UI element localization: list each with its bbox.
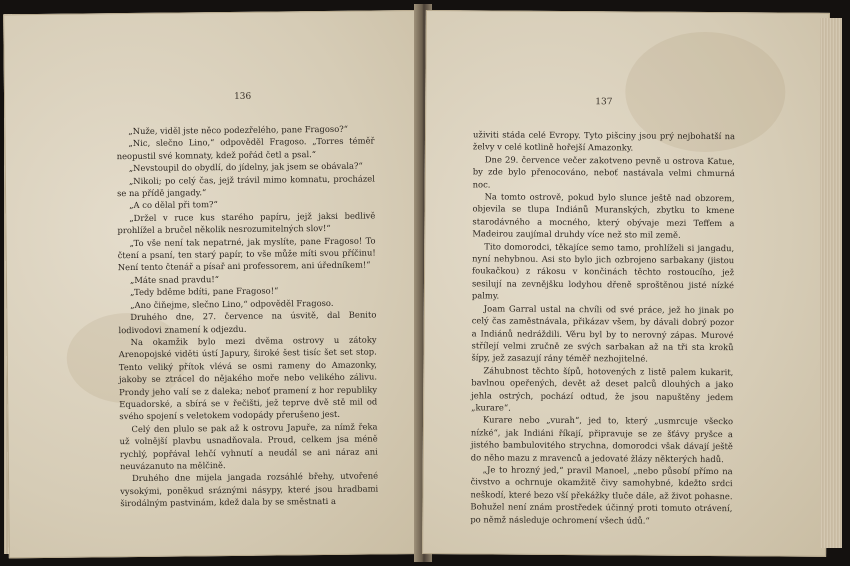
paragraph: Tito domorodci, těkajíce semo tamo, prohlíželi si jangadu, nyní nehybnou. Asi sto bylo jich ozbrojeno sarbakany (jistou foukačkou) z rákosu v končinách těchto rostoucího, jež sesilují na zevnějšku lodyhou dřeně sproštěnou jisté nízké palmy. (471, 241, 735, 301)
paragraph: „Nikoli; po celý čas, jejž trávil mimo komnatu, procházel se na přídě jangady.“ (117, 173, 375, 199)
paragraph: „Nevstoupil do obydlí, do jídelny, jak jsem se obávala?“ (128, 160, 363, 174)
paragraph: uživiti stáda celé Evropy. Tyto pišciny jsou prý nejbohatší na želvy v celé kotlině hořejší Amazonky. (472, 129, 736, 153)
paragraph: Záhubnost těchto šípů, hotovených z listě palem kukarit, bavlnou opeřených, devět až deset palců dlouhých a jako jehla ostrých, pochází odtud, že jsou napuštěny jedem „kurare“. (471, 365, 734, 413)
paragraph: „Máte snad pravdu!“ (129, 273, 220, 285)
right-page-number: 137 (595, 97, 613, 108)
right-page-text (470, 128, 735, 527)
paragraph: „Držel v ruce kus starého papíru, jejž jaksi bedlivě prohlížel a bručel několik nesrozumitelných slov!“ (117, 210, 376, 236)
paragraph: Na okamžik bylo mezi dvěma ostrovy u zátoky Arenopojské viděti ústí Japury, široké šest tisíc šet set stop. Tento veliký přítok vlévá se osmi rameny do Amazonky, jakoby se ztrácel do nějakého moře nebo velikého zálivu. Prondy jeho valí se z daleka; neboť pramení z hor republiky Equadorské, a sbírá se v řečišti, jež teprve dvě stě mil od svého spojení s veletokem vodopády přerušeno jest. (118, 334, 378, 422)
left-page-text (116, 122, 378, 509)
open-book (4, 4, 846, 562)
left-page (3, 10, 423, 558)
paragraph: Celý den plulo se pak až k ostrovu Japuře, za nímž řeka už volnější plavbu usnadňovala. Proud, celkem jsa méně rychlý, popřával lehčí vyhnutí a neudál se ani náraz ani neuvázanuto na mělčině. (119, 421, 378, 472)
paragraph: „Nic, slečno Lino,“ odpověděl Fragoso. „Torres téměř neopustil své komnaty, kdež pořád četl a psal.“ (116, 135, 375, 161)
paragraph: „To vše není tak nepatrné, jak myslíte, pane Fragoso! To čtení a psaní, ten starý papír, to vše může míti svou příčinu! Není tento čtenář a písař ani professorem, ani úředníkem!“ (117, 235, 376, 273)
paragraph: Dne 29. července večer zakotveno pevně u ostrova Katue, by zde bylo přenocováno, neboť nastávala velmi chmurná noc. (472, 154, 735, 190)
right-page-edges (820, 18, 842, 548)
paragraph: „A co dělal při tom?“ (129, 199, 218, 211)
paragraph: Na tomto ostrově, pokud bylo slunce ještě nad obzorem, objevila se tlupa Indiánů Muranských, zbytku to kmene starodávného a mocného, který obývaje mezi Teffem a Madeirou zaujímal druhdy více než sto mil země. (472, 191, 735, 241)
left-page-number: 136 (233, 91, 252, 102)
right-page (422, 10, 830, 557)
paragraph: Kurare nebo „vurah“, jed to, který „usmrcuje všecko nízké“, jak Indiáni říkají, připravuje se ze šťávy pryšce a jistého bambulovitého strychna, domorodci však dávají ještě do něho mazu z mravenců a jedovaté žlázy některých hadů. (470, 414, 734, 464)
paragraph: „Je to hrozný jed,“ pravil Manoel, „nebo působí přímo na čivstvo a ochrnuje okamžitě čivy samohybné, kdežto srdci neškodí, které bezo vší překážky tluče dále, až život pohasne. Bohužel není znám prostředek účinný proti tomuto otrávení, po němž následuje ochromení všech údů.“ (470, 464, 733, 526)
paragraph: Druhého dne, 27. července na úsvitě, dal Benito lodivodovi znamení k odjezdu. (118, 309, 377, 335)
paragraph: „Ano čiňejme, slečno Lino,“ odpověděl Fragoso. (130, 297, 334, 310)
paragraph: „Tedy bděme bdíti, pane Fragoso!“ (130, 285, 279, 298)
paragraph: Joam Garral ustal na chvíli od své práce, jež ho jinak po celý čas zaměstnávala, přikázav všem, by dávali dobrý pozor a Indiánů nedráždili. Věru byl by to nerovný zápas. Murové střílejí velmi zručně ze svých sarbakan až na tři sta kroků šípy, jež zasazují rány téměř nezhojitelné. (471, 303, 734, 364)
paragraph: Druhého dne mijela jangada rozsáhlé břehy, utvořené vysokými, poněkud sráznými násypy, které jsou hradbami širodálným pastvinám, kdež dala by se směstnati a (120, 470, 379, 509)
paragraph: „Nuže, viděl jste něco podezřelého, pane Fragoso?“ (128, 123, 349, 137)
